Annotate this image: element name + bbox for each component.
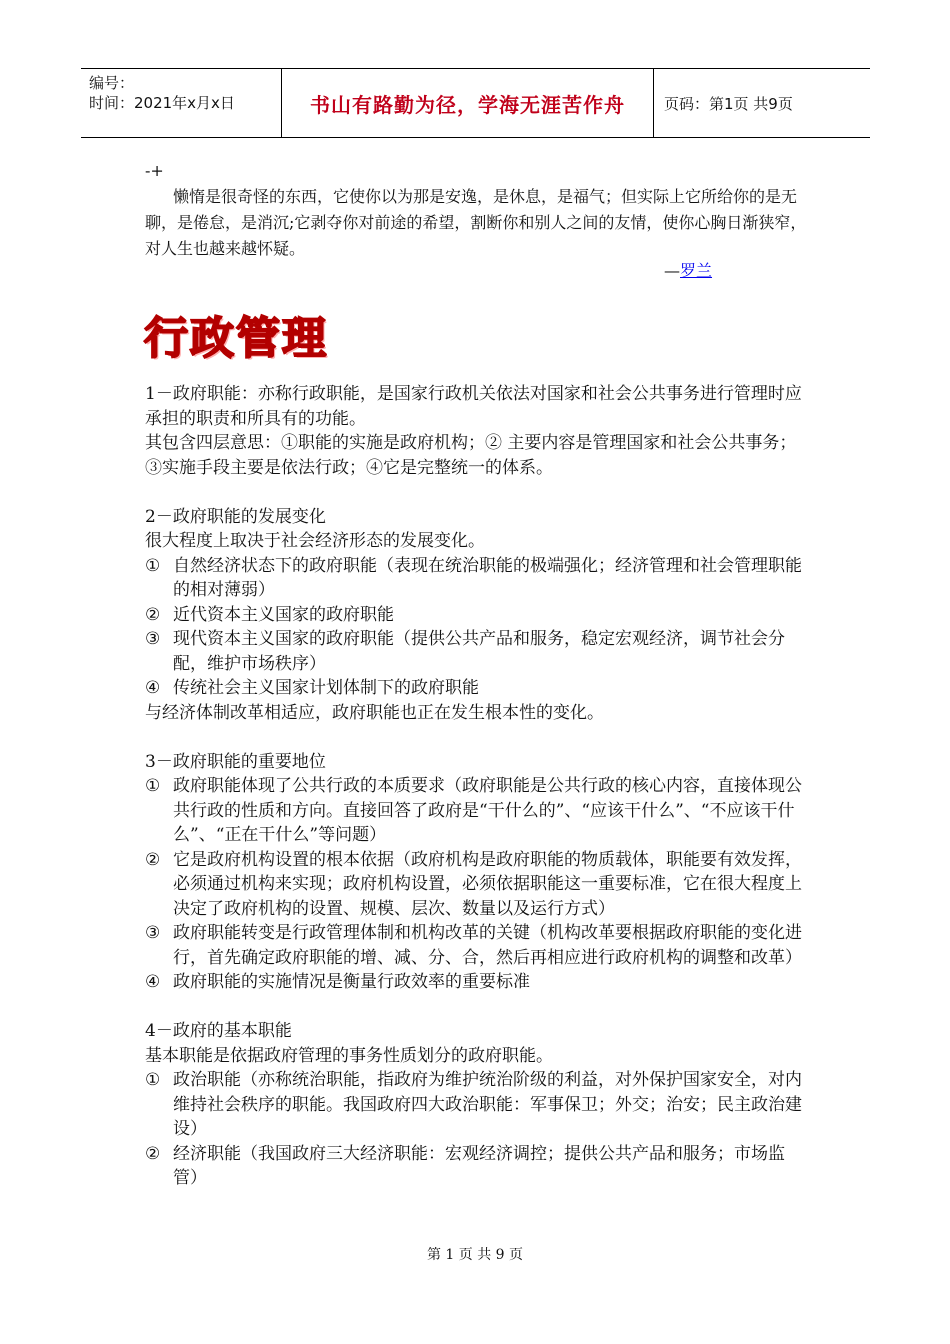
- list-item: [145, 627, 810, 676]
- list-item-text: 现代资本主义国家的政府职能（提供公共产品和服务，稳定宏观经济，调节社会分配，维护市场秩序）: [173, 629, 785, 674]
- page-title: 行政管理: [144, 313, 328, 364]
- list-item-text: 政府职能体现了公共行政的本质要求（政府职能是公共行政的核心内容，直接体现公共行政的性质和方向。直接回答了政府是“干什么的”、“应该干什么”、“不应该干什么”、“正在干什么”等问题）: [173, 776, 802, 845]
- list-item-text: 自然经济状态下的政府职能（表现在统治职能的极端强化；经济管理和社会管理职能的相对薄弱）: [173, 555, 802, 600]
- section-heading: 3－政府职能的重要地位: [145, 751, 326, 772]
- list-item-number: ②: [145, 849, 161, 870]
- list-item-number: ①: [145, 555, 161, 576]
- list-item-text: 近代资本主义国家的政府职能: [173, 604, 394, 625]
- list-item: [145, 774, 810, 848]
- header-left-cell: [81, 69, 282, 137]
- list-item: [145, 554, 810, 603]
- number-label: 编号：: [89, 74, 135, 92]
- header-slogan: 书山有路勤为径，学海无涯苦作舟: [282, 69, 654, 137]
- list-item: [145, 676, 810, 701]
- motto-text: 懒惰是很奇怪的东西，它使你以为那是安逸，是休息，是福气；但实际上它所给你的是无聊，是倦怠，是消沉;它剥夺你对前途的希望，割断你和别人之间的友情，使你心胸日渐狭窄，对人生也越来越怀疑。: [145, 187, 807, 258]
- paragraph: 很大程度上取决于社会经济形态的发展变化。: [145, 531, 485, 551]
- author-link[interactable]: 罗兰: [680, 261, 713, 280]
- list-item-number: ③: [145, 629, 161, 649]
- document-body: [145, 382, 810, 1191]
- list-item: [145, 603, 810, 628]
- author-dash: —: [664, 261, 680, 280]
- list-item-text: 政府职能转变是行政管理体制和机构改革的关键（机构改革要根据政府职能的变化进行，首先确定政府职能的增、减、分、合，然后再相应进行政府机构的调整和改革）: [173, 923, 802, 968]
- list-item: [145, 1142, 810, 1191]
- list-item-text: 它是政府机构设置的根本依据（政府机构是政府职能的物质载体，职能要有效发挥，必须通过机构来实现；政府机构设置，必须依据职能这一重要标准，它在很大程度上决定了政府机构的设置、规模、层次、数量以及运行方式）: [173, 849, 802, 919]
- list-item-text: 经济职能（我国政府三大经济职能：宏观经济调控；提供公共产品和服务；市场监管）: [173, 1143, 785, 1188]
- section-heading: 2－政府职能的发展变化: [145, 506, 326, 527]
- section-heading: 4－政府的基本职能: [145, 1021, 292, 1041]
- list-item-number: ④: [145, 972, 161, 992]
- list-item-number: ③: [145, 923, 161, 943]
- list-item-number: ①: [145, 776, 161, 796]
- header-table: [81, 68, 870, 138]
- paragraph: 基本职能是依据政府管理的事务性质划分的政府职能。: [145, 1045, 553, 1066]
- section-gap: [145, 995, 810, 1020]
- list-item-text: 政府职能的实施情况是衡量行政效率的重要标准: [173, 972, 530, 992]
- paragraph: 其包含四层意思：①职能的实施是政府机构；② 主要内容是管理国家和社会公共事务；③实施手段主要是依法行政；④它是完整统一的体系。: [145, 433, 797, 478]
- section-heading: 1－政府职能：亦称行政职能，是国家行政机关依法对国家和社会公共事务进行管理时应承担的职责和所具有的功能。: [145, 384, 802, 429]
- list-item-number: ④: [145, 678, 161, 698]
- list-item: [145, 1068, 810, 1142]
- list-item: [145, 921, 810, 970]
- section-gap: [145, 480, 810, 505]
- list-item-text: 传统社会主义国家计划体制下的政府职能: [173, 678, 479, 698]
- list-item-number: ②: [145, 604, 161, 625]
- section-gap: [145, 725, 810, 750]
- header-page-label: 页码：第1页 共9页: [664, 94, 793, 113]
- list-item-text: 政治职能（亦称统治职能，指政府为维护统治阶级的利益，对外保护国家安全，对内维持社会秩序的职能。我国政府四大政治职能：军事保卫；外交；治安；民主政治建设）: [173, 1070, 802, 1139]
- motto-author: [664, 258, 712, 281]
- list-item-number: ②: [145, 1143, 161, 1164]
- list-item-number: ①: [145, 1070, 161, 1090]
- motto-block: [145, 158, 810, 262]
- list-item: [145, 970, 810, 995]
- paragraph: 与经济体制改革相适应，政府职能也正在发生根本性的变化。: [145, 702, 604, 723]
- page-footer: 第 1 页 共 9 页: [426, 1247, 524, 1263]
- motto-mark: -+: [145, 161, 164, 180]
- list-item: [145, 848, 810, 922]
- date-label: 时间：2021年x月x日: [89, 94, 235, 112]
